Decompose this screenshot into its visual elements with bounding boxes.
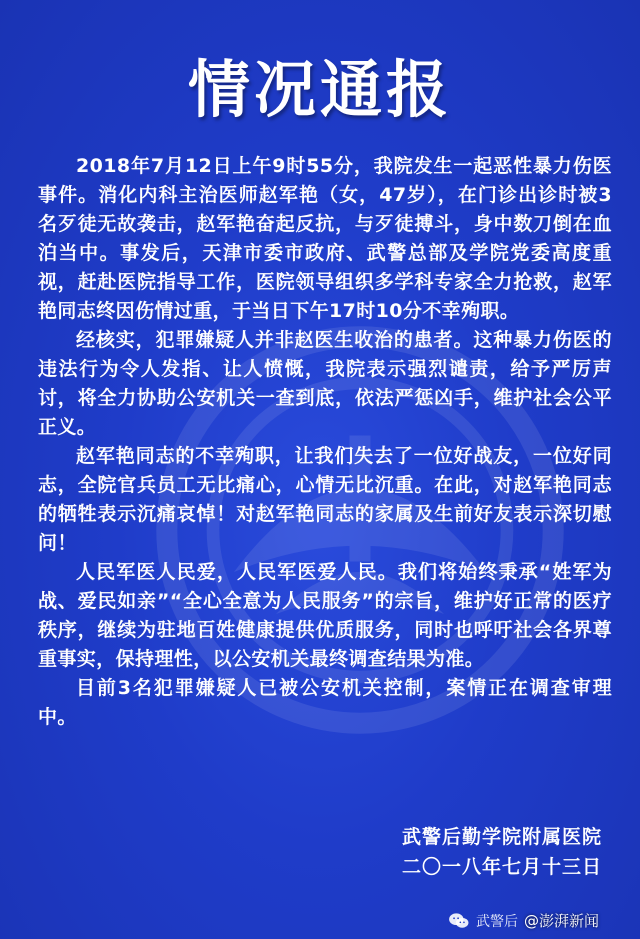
paragraph-incident: 2018年7月12日上午9时55分，我院发生一起恶性暴力伤医事件。消化内科主治医师赵军艳（女，47岁），在门诊出诊时被3名歹徒无故袭击，赵军艳奋起反抗，与歹徒搏斗，身中数刀倒在血泊当中。事发后，天津市委市政府、武警总部及学院党委高度重视，赶赴医院指导工作，医院领导组织多学科专家全力抢救，赵军艳同志终因伤情过重，于当日下午17时10分不幸殉职。	[38, 155, 612, 322]
wechat-icon	[448, 912, 470, 930]
notice-body	[38, 152, 612, 732]
paragraph-verification: 经核实，犯罪嫌疑人并非赵医生收治的患者。这种暴力伤医的违法行为令人发指、让人愤慨，我院表示强烈谴责，给予严厉声讨，将全力协助公安机关一查到底，依法严惩凶手，维护社会公平正义。	[38, 329, 612, 438]
signature-block	[402, 822, 602, 882]
paragraph-condolence: 赵军艳同志的不幸殉职，让我们失去了一位好战友，一位好同志，全院官兵员工无比痛心，心情无比沉重。在此，对赵军艳同志的牺牲表示沉痛哀悼！对赵军艳同志的家属及生前好友表示深切慰问！	[38, 445, 612, 554]
wechat-source-label: 武警后	[476, 913, 518, 930]
page-title: 情况通报	[187, 53, 452, 126]
weibo-source-label[interactable]: @澎湃新闻	[524, 912, 600, 930]
paragraph-status: 目前3名犯罪嫌疑人已被公安机关控制，案情正在调查审理中。	[38, 677, 612, 728]
signature-organization: 武警后勤学院附属医院	[401, 826, 602, 848]
paragraph-commitment: 人民军医人民爱，人民军医爱人民。我们将始终秉承“姓军为战、爱民如亲”“全心全意为人民服务”的宗旨，维护好正常的医疗秩序，继续为驻地百姓健康提供优质服务，同时也呼吁社会各界尊重事实，保持理性，以公安机关最终调查结果为准。	[38, 561, 612, 670]
source-footer	[448, 910, 599, 931]
signature-date: 二〇一八年七月十三日	[401, 856, 602, 878]
